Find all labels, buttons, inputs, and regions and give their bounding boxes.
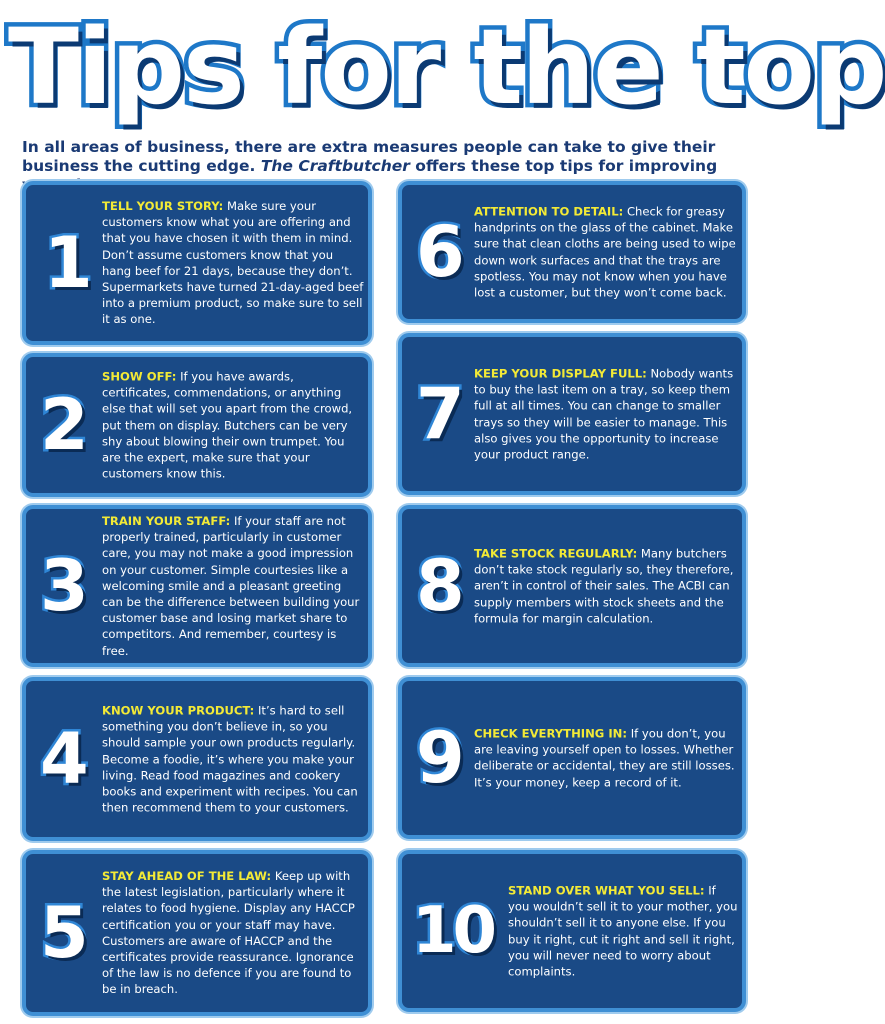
- tip-body: [474, 365, 740, 462]
- tip-text: Many butchers don’t take stock regularly so, they therefore, aren’t in control of their sales. The ACBI can supply members with stock sheets and the formula for margin calculation.: [474, 546, 734, 626]
- tip-body: [102, 702, 364, 815]
- tip-body: [102, 513, 364, 659]
- tip-text: If you don’t, you are leaving yourself open to losses. Whether deliberate or accidental, they are still losses. It’s your money, keep a record of it.: [474, 726, 735, 790]
- intro-text-end: offers these top tips for improving: [415, 157, 718, 175]
- tip-text: Nobody wants to buy the last item on a tray, so keep them full at all times. You can change to smaller trays so they will be easier to manage. This also gives you the opportunity to increase your product range.: [474, 366, 734, 462]
- tip-number: 4: [40, 718, 89, 800]
- tip-number: 3: [40, 545, 89, 627]
- tip-body: [474, 545, 740, 626]
- tip-number: 8: [416, 545, 465, 627]
- tip-card-10: [398, 850, 746, 1012]
- tip-card-2: [22, 353, 372, 497]
- tip-heading: ATTENTION TO DETAIL:: [474, 204, 624, 219]
- tip-body: [508, 882, 740, 979]
- tip-number: 5: [40, 892, 89, 974]
- tip-heading: TELL YOUR STORY:: [102, 199, 224, 214]
- tip-number: 7: [416, 373, 465, 455]
- tip-text: Keep up with the latest legislation, particularly where it relates to food hygiene. Display any HACCP certification you or your staff may have. Customers are aware of HACCP and the certificates provide reassurance. Ignorance of the law is no defence if you are found to be in breach.: [102, 869, 355, 997]
- tip-card-7: [398, 333, 746, 495]
- tip-body: [102, 198, 364, 328]
- tip-text: If your staff are not properly trained, particularly in customer care, you may not make a good impression on your customer. Simple courtesies like a welcoming smile and a pleasant greeting can be the difference between building your customer base and losing market share to competitors. And remember, courtesy is free.: [102, 514, 360, 658]
- tip-body: [474, 726, 740, 791]
- tip-text: If you have awards, certificates, commendations, or anything else that will set you apart from the crowd, put them on display. Butchers can be very shy about blowing their own trumpet. You are the expert, make sure that your customers know this.: [102, 369, 353, 481]
- tip-card-9: [398, 677, 746, 839]
- tip-text: If you wouldn’t sell it to your mother, you shouldn’t sell it to anyone else. If you buy it right, cut it right and sell it right, you will never need to worry about complaints.: [508, 883, 738, 979]
- tip-heading: STAND OVER WHAT YOU SELL:: [508, 883, 705, 898]
- tip-card-3: [22, 505, 372, 667]
- tip-heading: SHOW OFF:: [102, 369, 177, 384]
- tip-card-6: [398, 181, 746, 323]
- tip-body: [102, 368, 364, 481]
- tip-text: It’s hard to sell something you don’t believe in, so you should sample your own products regularly. Become a foodie, it’s where you make your living. Read food magazines and cookery books and experiment with recipes. You can then recommend them to your customers.: [102, 703, 358, 815]
- tip-heading: STAY AHEAD OF THE LAW:: [102, 869, 272, 884]
- tip-number: 2: [40, 384, 89, 466]
- tip-number: 10: [412, 894, 494, 968]
- tip-card-4: [22, 677, 372, 841]
- tip-body: [102, 868, 364, 998]
- tip-card-5: [22, 850, 372, 1016]
- tip-heading: KEEP YOUR DISPLAY FULL:: [474, 366, 647, 381]
- tip-heading: KNOW YOUR PRODUCT:: [102, 703, 255, 718]
- intro-text-start: In all areas of business, there are extra measures people can take to give their business the cutting edge.: [22, 138, 716, 175]
- tip-heading: TRAIN YOUR STAFF:: [102, 514, 231, 529]
- tip-card-1: [22, 181, 372, 345]
- tip-text: Check for greasy handprints on the glass of the cabinet. Make sure that clean cloths are being used to wipe down work surfaces and that the trays are spotless. You may not know when you have lost a customer, but they won’t come back.: [474, 204, 736, 300]
- tip-heading: CHECK EVERYTHING IN:: [474, 726, 627, 741]
- page-title: Tips for the top: [8, 6, 885, 128]
- tip-text: Make sure your customers know what you are offering and that you have chosen it with them in mind. Don’t assume customers know that you hang beef for 21 days, because they don’t. Supermarkets have turned 21-day-aged beef into a premium product, so make sure to sell it as one.: [102, 199, 364, 327]
- tip-number: 1: [44, 222, 93, 304]
- tip-card-8: [398, 505, 746, 667]
- publication-name: The Craftbutcher: [260, 157, 410, 175]
- tip-number: 6: [416, 211, 465, 293]
- tip-heading: TAKE STOCK REGULARLY:: [474, 546, 638, 561]
- tip-number: 9: [416, 717, 465, 799]
- tip-body: [474, 203, 740, 300]
